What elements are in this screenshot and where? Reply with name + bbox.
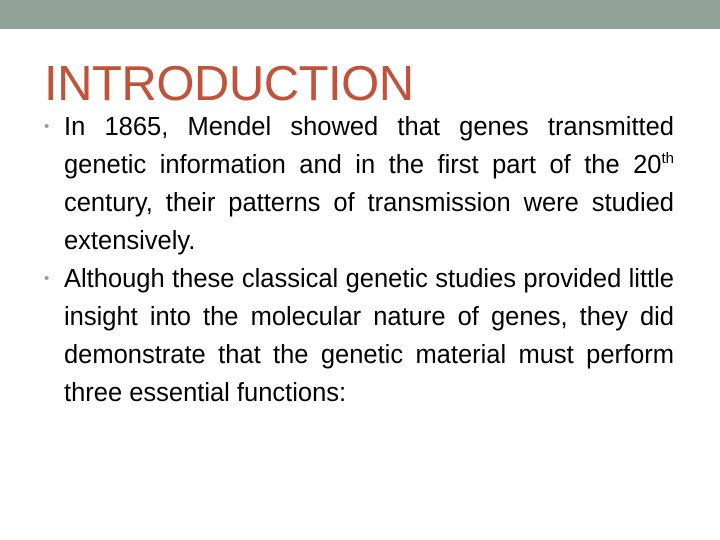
bullet-marker: •	[44, 270, 50, 287]
bullet-1-text-continued: century, their patterns of transmission were studied extensively.	[64, 189, 674, 255]
bullet-item-1	[42, 108, 674, 260]
bullet-1-text: In 1865, Mendel showed that genes transmitted genetic information and in the first part of the 20	[64, 113, 674, 179]
slide-title: INTRODUCTION	[44, 57, 414, 111]
bullet-list	[42, 108, 674, 412]
bullet-1-superscript: th	[661, 150, 674, 167]
bullet-marker: •	[44, 118, 50, 135]
bullet-2-text: Although these classical genetic studies provided little insight into the molecular nature of genes, they did demonstrate that the genetic material must perform three essential functions:	[64, 265, 674, 407]
bullet-item-2	[42, 260, 674, 412]
top-accent-bar	[0, 0, 720, 29]
